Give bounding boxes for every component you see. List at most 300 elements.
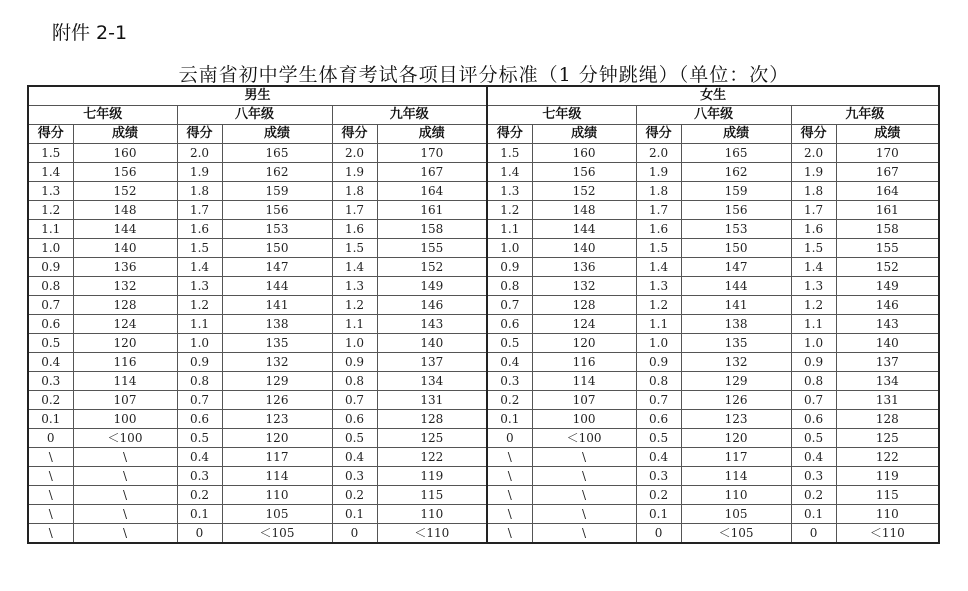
- result-cell: \: [532, 467, 636, 486]
- result-cell: 162: [681, 163, 791, 182]
- score-cell: 1.4: [487, 163, 532, 182]
- score-cell: 1.0: [177, 334, 222, 353]
- result-cell: 170: [377, 144, 487, 163]
- score-cell: \: [28, 448, 73, 467]
- header-score: 得分: [791, 125, 836, 144]
- result-cell: 140: [836, 334, 939, 353]
- score-cell: 0.5: [487, 334, 532, 353]
- score-cell: 1.5: [28, 144, 73, 163]
- score-cell: \: [28, 486, 73, 505]
- score-cell: 1.5: [791, 239, 836, 258]
- result-cell: 132: [532, 277, 636, 296]
- result-cell: 129: [222, 372, 332, 391]
- score-cell: 1.2: [791, 296, 836, 315]
- result-cell: 134: [836, 372, 939, 391]
- score-cell: 0.5: [791, 429, 836, 448]
- result-cell: 150: [222, 239, 332, 258]
- result-cell: 167: [836, 163, 939, 182]
- score-cell: 0.2: [636, 486, 681, 505]
- score-cell: 0.8: [791, 372, 836, 391]
- score-cell: 0: [487, 429, 532, 448]
- score-cell: 1.4: [332, 258, 377, 277]
- header-column-row: [28, 125, 939, 144]
- score-cell: 0.1: [791, 505, 836, 524]
- result-cell: \: [73, 486, 177, 505]
- result-cell: \: [73, 524, 177, 544]
- score-cell: 1.8: [332, 182, 377, 201]
- result-cell: 150: [681, 239, 791, 258]
- result-cell: 128: [836, 410, 939, 429]
- result-cell: 125: [377, 429, 487, 448]
- score-cell: 1.9: [636, 163, 681, 182]
- score-cell: 0: [636, 524, 681, 544]
- score-cell: 1.1: [177, 315, 222, 334]
- score-cell: 0.6: [487, 315, 532, 334]
- result-cell: 153: [222, 220, 332, 239]
- table-row: [28, 277, 939, 296]
- result-cell: 119: [377, 467, 487, 486]
- score-cell: 0.6: [28, 315, 73, 334]
- result-cell: 115: [836, 486, 939, 505]
- score-cell: 0.3: [791, 467, 836, 486]
- result-cell: \: [73, 505, 177, 524]
- result-cell: 141: [681, 296, 791, 315]
- score-cell: 0.4: [636, 448, 681, 467]
- score-cell: 1.5: [636, 239, 681, 258]
- result-cell: 161: [836, 201, 939, 220]
- score-cell: 1.4: [636, 258, 681, 277]
- score-cell: 0.4: [28, 353, 73, 372]
- scoring-table: [27, 85, 940, 544]
- score-cell: 2.0: [791, 144, 836, 163]
- result-cell: 110: [681, 486, 791, 505]
- score-cell: 1.9: [332, 163, 377, 182]
- result-cell: 135: [681, 334, 791, 353]
- header-female: 女生: [487, 86, 939, 106]
- score-cell: 1.3: [636, 277, 681, 296]
- score-cell: 0.2: [487, 391, 532, 410]
- result-cell: 110: [222, 486, 332, 505]
- score-cell: 0.9: [636, 353, 681, 372]
- result-cell: ＜110: [836, 524, 939, 544]
- result-cell: 146: [836, 296, 939, 315]
- result-cell: ＜105: [222, 524, 332, 544]
- score-cell: 1.6: [332, 220, 377, 239]
- result-cell: 167: [377, 163, 487, 182]
- score-cell: 0.1: [487, 410, 532, 429]
- result-cell: 153: [681, 220, 791, 239]
- result-cell: \: [532, 448, 636, 467]
- result-cell: 143: [836, 315, 939, 334]
- result-cell: 114: [532, 372, 636, 391]
- score-cell: 0.9: [487, 258, 532, 277]
- score-cell: 0.5: [636, 429, 681, 448]
- table-row: [28, 315, 939, 334]
- result-cell: \: [532, 486, 636, 505]
- score-cell: 0.6: [177, 410, 222, 429]
- score-cell: 1.1: [487, 220, 532, 239]
- score-cell: 0.5: [332, 429, 377, 448]
- result-cell: 120: [73, 334, 177, 353]
- header-grade-row: [28, 106, 939, 125]
- score-cell: 0.4: [177, 448, 222, 467]
- score-cell: 0.3: [332, 467, 377, 486]
- result-cell: 152: [377, 258, 487, 277]
- result-cell: 126: [222, 391, 332, 410]
- header-score: 得分: [177, 125, 222, 144]
- table-row: [28, 429, 939, 448]
- score-cell: 1.9: [791, 163, 836, 182]
- score-cell: \: [28, 524, 73, 544]
- score-cell: 1.4: [791, 258, 836, 277]
- header-result: 成绩: [377, 125, 487, 144]
- result-cell: 132: [681, 353, 791, 372]
- score-cell: 1.1: [28, 220, 73, 239]
- score-cell: 1.3: [177, 277, 222, 296]
- score-cell: 1.3: [332, 277, 377, 296]
- result-cell: \: [73, 467, 177, 486]
- result-cell: 122: [836, 448, 939, 467]
- score-cell: 1.1: [636, 315, 681, 334]
- score-cell: 0: [791, 524, 836, 544]
- result-cell: 146: [377, 296, 487, 315]
- score-cell: 0.2: [177, 486, 222, 505]
- score-cell: 1.0: [636, 334, 681, 353]
- score-cell: 0.8: [177, 372, 222, 391]
- result-cell: 159: [681, 182, 791, 201]
- result-cell: 138: [222, 315, 332, 334]
- table-row: [28, 239, 939, 258]
- result-cell: 136: [532, 258, 636, 277]
- score-cell: 1.7: [791, 201, 836, 220]
- result-cell: 152: [532, 182, 636, 201]
- header-male: 男生: [28, 86, 487, 106]
- header-male-grade9: 九年级: [332, 106, 487, 125]
- score-cell: 1.0: [28, 239, 73, 258]
- score-cell: 1.6: [177, 220, 222, 239]
- result-cell: 110: [836, 505, 939, 524]
- result-cell: 131: [836, 391, 939, 410]
- header-result: 成绩: [681, 125, 791, 144]
- result-cell: 115: [377, 486, 487, 505]
- score-cell: 1.3: [28, 182, 73, 201]
- score-cell: 1.2: [636, 296, 681, 315]
- score-cell: 0.1: [177, 505, 222, 524]
- header-result: 成绩: [836, 125, 939, 144]
- score-cell: 1.9: [177, 163, 222, 182]
- result-cell: 165: [681, 144, 791, 163]
- result-cell: \: [73, 448, 177, 467]
- score-cell: 1.6: [636, 220, 681, 239]
- result-cell: 120: [532, 334, 636, 353]
- score-cell: \: [487, 486, 532, 505]
- score-cell: 1.7: [332, 201, 377, 220]
- score-cell: 1.3: [487, 182, 532, 201]
- result-cell: 143: [377, 315, 487, 334]
- score-cell: \: [487, 448, 532, 467]
- score-cell: 1.5: [177, 239, 222, 258]
- result-cell: 114: [222, 467, 332, 486]
- header-female-grade8: 八年级: [636, 106, 791, 125]
- result-cell: 140: [73, 239, 177, 258]
- result-cell: 137: [836, 353, 939, 372]
- result-cell: 116: [532, 353, 636, 372]
- score-cell: 1.2: [332, 296, 377, 315]
- result-cell: 138: [681, 315, 791, 334]
- result-cell: 117: [222, 448, 332, 467]
- table-row: [28, 144, 939, 163]
- result-cell: 107: [532, 391, 636, 410]
- table-row: [28, 201, 939, 220]
- score-cell: 2.0: [636, 144, 681, 163]
- score-cell: 1.0: [487, 239, 532, 258]
- result-cell: 132: [222, 353, 332, 372]
- score-cell: 1.0: [791, 334, 836, 353]
- score-cell: 0.2: [332, 486, 377, 505]
- result-cell: 110: [377, 505, 487, 524]
- result-cell: 161: [377, 201, 487, 220]
- result-cell: 165: [222, 144, 332, 163]
- table-row: [28, 353, 939, 372]
- result-cell: 125: [836, 429, 939, 448]
- result-cell: 148: [73, 201, 177, 220]
- result-cell: \: [532, 524, 636, 544]
- table-row: [28, 524, 939, 544]
- result-cell: 123: [222, 410, 332, 429]
- score-cell: 1.5: [487, 144, 532, 163]
- table-row: [28, 391, 939, 410]
- result-cell: 131: [377, 391, 487, 410]
- score-cell: \: [28, 505, 73, 524]
- header-score: 得分: [28, 125, 73, 144]
- score-cell: \: [487, 505, 532, 524]
- result-cell: 107: [73, 391, 177, 410]
- result-cell: 156: [222, 201, 332, 220]
- score-cell: 0.2: [791, 486, 836, 505]
- result-cell: 144: [681, 277, 791, 296]
- header-result: 成绩: [73, 125, 177, 144]
- table-row: [28, 486, 939, 505]
- result-cell: 149: [836, 277, 939, 296]
- table-row: [28, 410, 939, 429]
- score-cell: \: [28, 467, 73, 486]
- header-score: 得分: [636, 125, 681, 144]
- table-row: [28, 334, 939, 353]
- table-row: [28, 220, 939, 239]
- score-cell: 0.4: [791, 448, 836, 467]
- result-cell: 129: [681, 372, 791, 391]
- header-score: 得分: [332, 125, 377, 144]
- score-cell: 1.4: [28, 163, 73, 182]
- result-cell: 155: [377, 239, 487, 258]
- score-cell: 0.8: [487, 277, 532, 296]
- score-cell: 0.8: [28, 277, 73, 296]
- score-cell: 1.8: [636, 182, 681, 201]
- table-body: [28, 144, 939, 544]
- table-row: [28, 296, 939, 315]
- result-cell: 114: [73, 372, 177, 391]
- result-cell: 160: [73, 144, 177, 163]
- score-cell: 0.3: [487, 372, 532, 391]
- result-cell: 136: [73, 258, 177, 277]
- result-cell: 120: [681, 429, 791, 448]
- page-title: 云南省初中学生体育考试各项目评分标准（1 分钟跳绳）（单位：次）: [178, 64, 790, 86]
- result-cell: 123: [681, 410, 791, 429]
- score-cell: 1.1: [791, 315, 836, 334]
- header-female-grade7: 七年级: [487, 106, 636, 125]
- header-female-grade9: 九年级: [791, 106, 939, 125]
- score-cell: 0.6: [332, 410, 377, 429]
- attachment-label: 附件 2-1: [52, 22, 128, 44]
- result-cell: 144: [532, 220, 636, 239]
- header-result: 成绩: [532, 125, 636, 144]
- result-cell: 134: [377, 372, 487, 391]
- score-cell: 1.1: [332, 315, 377, 334]
- score-cell: 2.0: [332, 144, 377, 163]
- result-cell: 117: [681, 448, 791, 467]
- score-cell: 0.9: [28, 258, 73, 277]
- result-cell: \: [532, 505, 636, 524]
- result-cell: 124: [73, 315, 177, 334]
- result-cell: 105: [681, 505, 791, 524]
- table-row: [28, 372, 939, 391]
- score-cell: 1.0: [332, 334, 377, 353]
- result-cell: 126: [681, 391, 791, 410]
- result-cell: 120: [222, 429, 332, 448]
- result-cell: 119: [836, 467, 939, 486]
- result-cell: 159: [222, 182, 332, 201]
- result-cell: 152: [836, 258, 939, 277]
- score-cell: \: [487, 467, 532, 486]
- header-result: 成绩: [222, 125, 332, 144]
- result-cell: 158: [377, 220, 487, 239]
- result-cell: 132: [73, 277, 177, 296]
- score-cell: 0.2: [28, 391, 73, 410]
- score-cell: 0: [28, 429, 73, 448]
- result-cell: 164: [836, 182, 939, 201]
- result-cell: ＜105: [681, 524, 791, 544]
- score-cell: 1.2: [177, 296, 222, 315]
- result-cell: 148: [532, 201, 636, 220]
- result-cell: 170: [836, 144, 939, 163]
- result-cell: 149: [377, 277, 487, 296]
- score-cell: 0.7: [28, 296, 73, 315]
- result-cell: 122: [377, 448, 487, 467]
- score-cell: 0.7: [791, 391, 836, 410]
- result-cell: 147: [681, 258, 791, 277]
- score-cell: 0.6: [791, 410, 836, 429]
- result-cell: 158: [836, 220, 939, 239]
- score-cell: 0.1: [332, 505, 377, 524]
- table-row: [28, 505, 939, 524]
- score-cell: 1.4: [177, 258, 222, 277]
- score-cell: 0.7: [332, 391, 377, 410]
- result-cell: 160: [532, 144, 636, 163]
- score-cell: 0.7: [636, 391, 681, 410]
- header-gender-row: [28, 86, 939, 106]
- result-cell: 128: [73, 296, 177, 315]
- table-row: [28, 467, 939, 486]
- result-cell: 147: [222, 258, 332, 277]
- score-cell: 1.8: [177, 182, 222, 201]
- result-cell: 114: [681, 467, 791, 486]
- result-cell: 116: [73, 353, 177, 372]
- result-cell: 144: [222, 277, 332, 296]
- result-cell: 128: [532, 296, 636, 315]
- score-cell: 1.7: [636, 201, 681, 220]
- result-cell: ＜100: [532, 429, 636, 448]
- score-cell: 1.5: [332, 239, 377, 258]
- result-cell: 162: [222, 163, 332, 182]
- result-cell: 124: [532, 315, 636, 334]
- result-cell: 156: [681, 201, 791, 220]
- score-cell: 1.2: [28, 201, 73, 220]
- header-score: 得分: [487, 125, 532, 144]
- result-cell: ＜100: [73, 429, 177, 448]
- score-cell: 2.0: [177, 144, 222, 163]
- score-cell: 0.1: [28, 410, 73, 429]
- table-row: [28, 182, 939, 201]
- table-row: [28, 163, 939, 182]
- result-cell: 105: [222, 505, 332, 524]
- score-cell: 0: [332, 524, 377, 544]
- score-cell: \: [487, 524, 532, 544]
- score-cell: 0.8: [636, 372, 681, 391]
- header-male-grade7: 七年级: [28, 106, 177, 125]
- score-cell: 1.6: [791, 220, 836, 239]
- score-cell: 0.4: [332, 448, 377, 467]
- score-cell: 0.3: [636, 467, 681, 486]
- result-cell: 140: [377, 334, 487, 353]
- score-cell: 1.2: [487, 201, 532, 220]
- result-cell: 152: [73, 182, 177, 201]
- score-cell: 0.7: [487, 296, 532, 315]
- result-cell: 155: [836, 239, 939, 258]
- result-cell: 156: [532, 163, 636, 182]
- score-cell: 0.8: [332, 372, 377, 391]
- header-male-grade8: 八年级: [177, 106, 332, 125]
- result-cell: 141: [222, 296, 332, 315]
- result-cell: 100: [532, 410, 636, 429]
- score-cell: 0.3: [28, 372, 73, 391]
- result-cell: 137: [377, 353, 487, 372]
- score-cell: 0.9: [791, 353, 836, 372]
- score-cell: 0.9: [177, 353, 222, 372]
- result-cell: 164: [377, 182, 487, 201]
- score-cell: 0.7: [177, 391, 222, 410]
- score-cell: 0.3: [177, 467, 222, 486]
- score-cell: 1.7: [177, 201, 222, 220]
- result-cell: 140: [532, 239, 636, 258]
- table-row: [28, 448, 939, 467]
- score-cell: 1.3: [791, 277, 836, 296]
- score-cell: 1.8: [791, 182, 836, 201]
- result-cell: 156: [73, 163, 177, 182]
- score-cell: 0.5: [177, 429, 222, 448]
- score-cell: 0: [177, 524, 222, 544]
- result-cell: 135: [222, 334, 332, 353]
- score-cell: 0.6: [636, 410, 681, 429]
- score-cell: 0.4: [487, 353, 532, 372]
- result-cell: ＜110: [377, 524, 487, 544]
- score-cell: 0.5: [28, 334, 73, 353]
- result-cell: 144: [73, 220, 177, 239]
- result-cell: 128: [377, 410, 487, 429]
- score-cell: 0.1: [636, 505, 681, 524]
- score-cell: 0.9: [332, 353, 377, 372]
- table-row: [28, 258, 939, 277]
- result-cell: 100: [73, 410, 177, 429]
